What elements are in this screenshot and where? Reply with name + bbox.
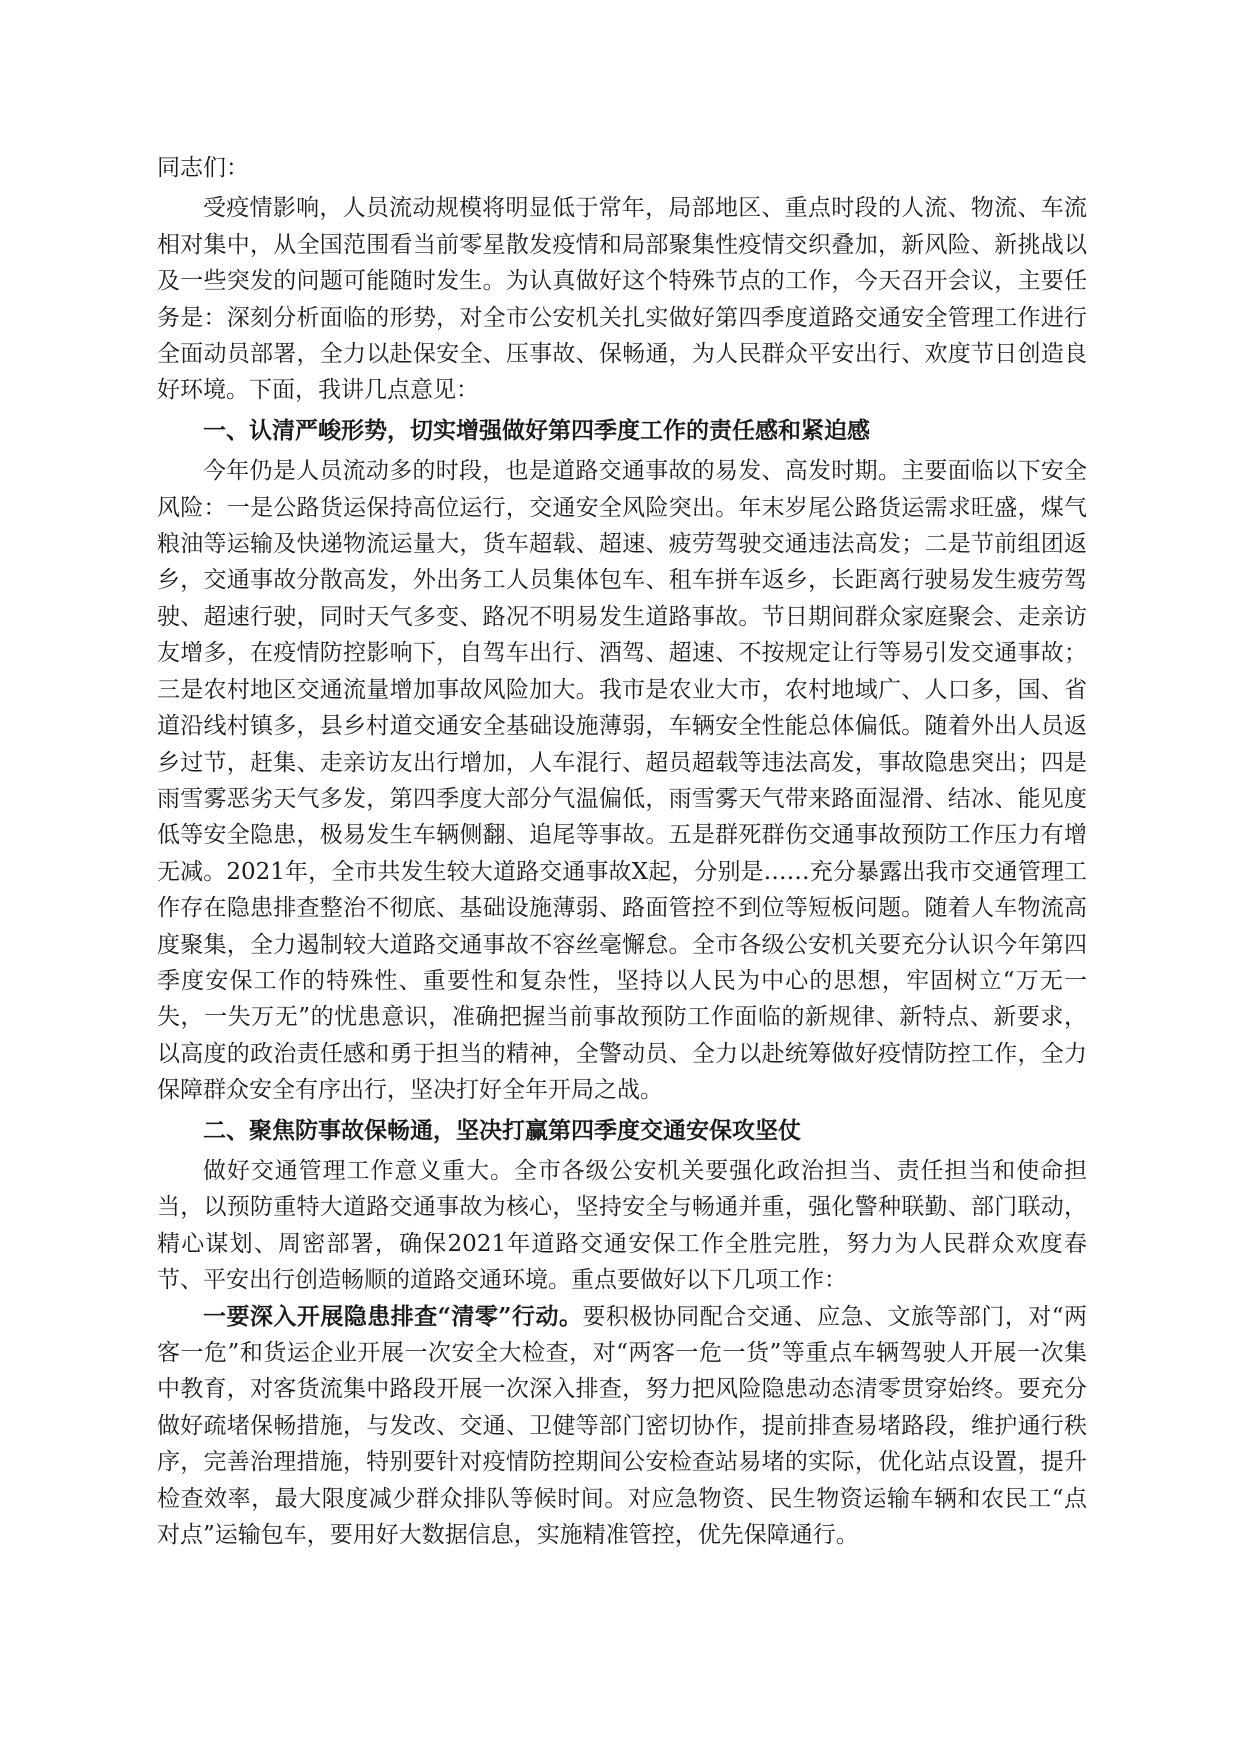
intro-paragraph: 受疫情影响，人员流动规模将明显低于常年，局部地区、重点时段的人流、物流、车流相对集中，从全国范围看当前零星散发疫情和局部聚集性疫情交织叠加，新风险、新挑战以及一些突发的问题可能随时发生。为认真做好这个特殊节点的工作，今天召开会议，主要任务是：深刻分析面临的形势，对全市公安机关扎实做好第四季度道路交通安全管理工作进行全面动员部署，全力以赴保安全、压事故、保畅通，为人民群众平安出行、欢度节日创造良好环境。下面，我讲几点意见： [157, 195, 1087, 404]
section-2-paragraph: 做好交通管理工作意义重大。全市各级公安机关要强化政治担当、责任担当和使命担当，以预防重特大道路交通事故为核心，坚持安全与畅通并重，强化警种联勤、部门联动，精心谋划、周密部署，确保2021年道路交通安保工作全胜完胜，努力为人民群众欢度春节、平安出行创造畅顺的道路交通环境。重点要做好以下几项工作： [157, 1157, 1087, 1294]
item-1-paragraph [157, 1299, 1087, 1554]
section-1-paragraph: 今年仍是人员流动多的时段，也是道路交通事故的易发、高发时期。主要面临以下安全风险：一是公路货运保持高位运行，交通安全风险突出。年末岁尾公路货运需求旺盛，煤气粮油等运输及快递物流运量大，货车超载、超速、疲劳驾驶交通违法高发；二是节前组团返乡，交通事故分散高发，外出务工人员集体包车、租车拼车返乡，长距离行驶易发生疲劳驾驶、超速行驶，同时天气多变、路况不明易发生道路事故。节日期间群众家庭聚会、走亲访友增多，在疫情防控影响下，自驾车出行、酒驾、超速、不按规定让行等易引发交通事故；三是农村地区交通流量增加事故风险加大。我市是农业大市，农村地域广、人口多，国、省道沿线村镇多，县乡村道交通安全基础设施薄弱，车辆安全性能总体偏低。随着外出人员返乡过节，赶集、走亲访友出行增加，人车混行、超员超载等违法高发，事故隐患突出；四是雨雪雾恶劣天气多发，第四季度大部分气温偏低，雨雪雾天气带来路面湿滑、结冰、能见度低等安全隐患，极易发生车辆侧翻、追尾等事故。五是群死群伤交通事故预防工作压力有增无减。2021年，全市共发生较大道路交通事故X起，分别是……充分暴露出我市交通管理工作存在隐患排查整治不彻底、基础设施薄弱、路面管控不到位等短板问题。随着人车物流高度聚集，全力遏制较大道路交通事故不容丝毫懈怠。全市各级公安机关要充分认识今年第四季度安保工作的特殊性、重要性和复杂性，坚持以人民为中心的思想，牢固树立“万无一失，一失万无”的忧患意识，准确把握当前事故预防工作面临的新规律、新特点、新要求，以高度的政治责任感和勇于担当的精神，全警动员、全力以赴统筹做好疫情防控工作，全力保障群众安全有序出行，坚决打好全年开局之战。 [157, 458, 1087, 1104]
section-1-heading: 一、认清严峻形势，切实增强做好第四季度工作的责任感和紧迫感 [203, 416, 870, 444]
salutation: 同志们： [157, 155, 249, 181]
item-1-lead: 一要深入开展隐患排查“清零”行动。 [203, 1302, 583, 1330]
item-1-body: 要积极协同配合交通、应急、文旅等部门，对“两客一危”和货运企业开展一次安全大检查，对“两客一危一货”等重点车辆驾驶人开展一次集中教育，对客货流集中路段开展一次深入排查，努力把风险隐患动态清零贯穿始终。要充分做好疏堵保畅措施，与发改、交通、卫健等部门密切协作，提前排查易堵路段，维护通行秩序，完善治理措施，特别要针对疫情防控期间公安检查站易堵的实际，优化站点设置，提升检查效率，最大限度减少群众排队等候时间。对应急物资、民生物资运输车辆和农民工“点对点”运输包车，要用好大数据信息，实施精准管控，优先保障通行。 [157, 1303, 1087, 1549]
section-2-heading: 二、聚焦防事故保畅通，坚决打赢第四季度交通安保攻坚仗 [203, 1116, 801, 1144]
document-page [157, 150, 1087, 1553]
